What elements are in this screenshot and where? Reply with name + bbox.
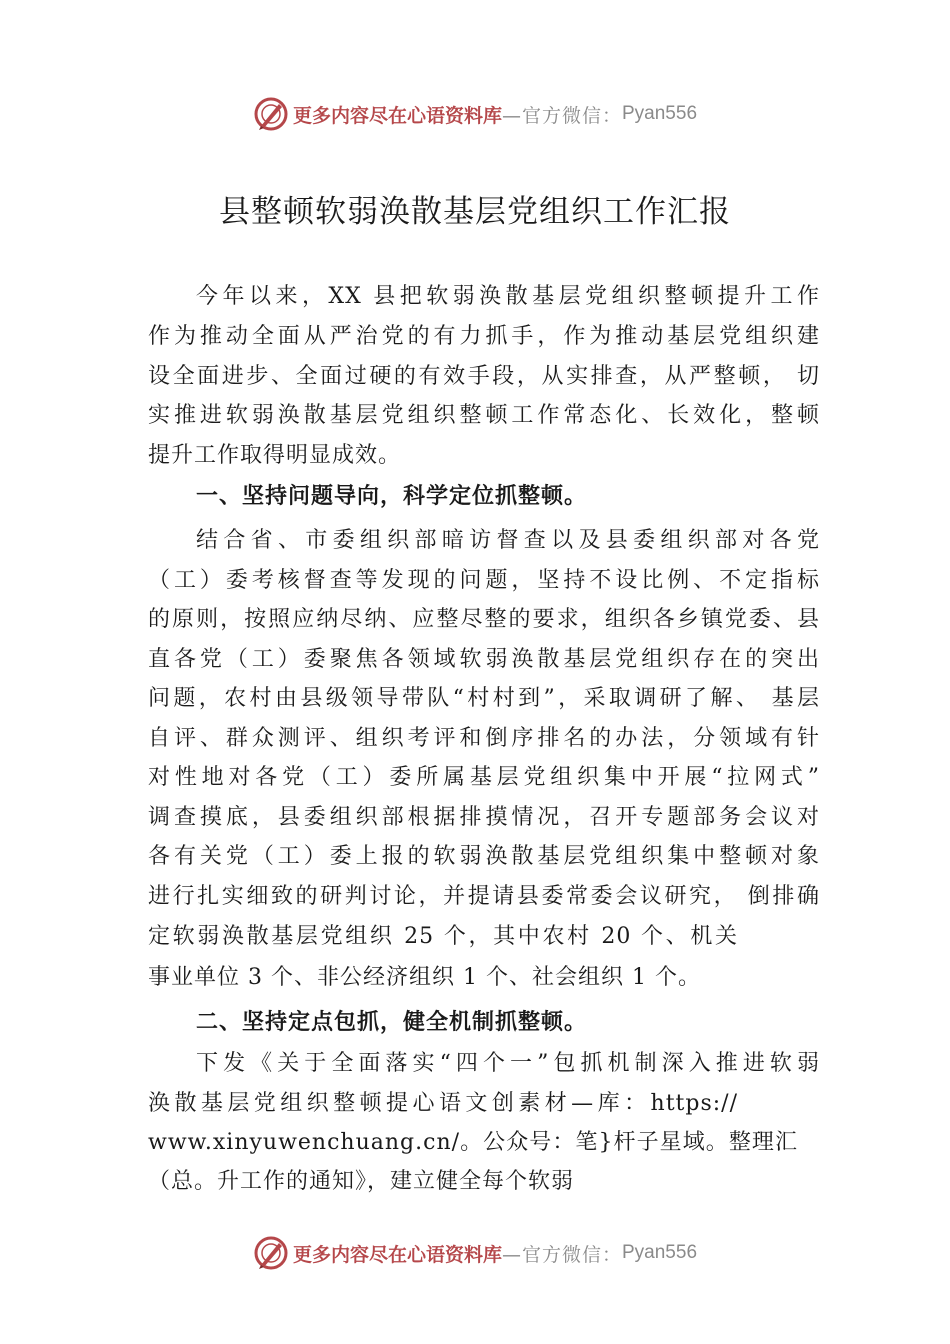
banner-red-text: 更多内容尽在心语资料库 <box>292 104 502 127</box>
paragraph-line: 结合省、市委组织部暗访督查以及县委组织部对各党 <box>196 528 820 553</box>
banner-gray-text: —官方微信： <box>501 104 622 127</box>
paragraph-line: （总。升工作的通知》，建立健全每个软弱 <box>148 1169 575 1194</box>
top-banner <box>0 94 950 134</box>
paragraph-line: 提升工作取得明显成效。 <box>148 443 402 468</box>
section-heading: 一、坚持问题导向，科学定位抓整顿。 <box>196 484 588 509</box>
paragraph-line: 问题，农村由县级领导带队“村村到”，采取调研了解、 基层 <box>148 686 820 711</box>
paragraph-line: 直各党（工）委聚焦各领域软弱涣散基层党组织存在的突出 <box>148 647 820 672</box>
section-heading: 二、坚持定点包抓，健全机制抓整顿。 <box>196 1010 588 1035</box>
banner-wechat-id: Pyan556 <box>622 1242 698 1263</box>
bottom-banner <box>0 1233 950 1273</box>
paragraph-line: 实推进软弱涣散基层党组织整顿工作常态化、长效化，整顿 <box>148 403 820 428</box>
paragraph-line: 调查摸底，县委组织部根据排摸情况，召开专题部务会议对 <box>148 805 820 830</box>
paragraph-line: 事业单位 3 个、非公经济组织 1 个、社会组织 1 个。 <box>148 965 701 990</box>
pen-logo-icon <box>253 96 289 132</box>
paragraph-line: 的原则，按照应纳尽纳、应整尽整的要求，组织各乡镇党委、县 <box>148 607 820 632</box>
paragraph-line: 进行扎实细致的研判讨论，并提请县委常委会议研究， 倒排确 <box>148 884 820 909</box>
paragraph-line: 定软弱涣散基层党组织 25 个，其中农村 20 个、机关 <box>148 924 738 949</box>
pen-logo-icon <box>253 1235 289 1271</box>
paragraph-line: 设全面进步、全面过硬的有效手段，从实排查，从严整顿， 切 <box>148 364 820 389</box>
document-title: 县整顿软弱涣散基层党组织工作汇报 <box>219 194 731 230</box>
paragraph-line: 自评、群众测评、组织考评和倒序排名的办法，分领域有针 <box>148 726 820 751</box>
paragraph-line: 今年以来，XX 县把软弱涣散基层党组织整顿提升工作 <box>196 284 820 309</box>
paragraph-line: 各有关党（工）委上报的软弱涣散基层党组织集中整顿对象 <box>148 844 820 869</box>
paragraph-line: www.xinyuwenchuang.cn/。公众号：笔}杆子星域。整理汇 <box>148 1130 798 1155</box>
paragraph-line: （工）委考核督查等发现的问题，坚持不设比例、不定指标 <box>148 568 820 593</box>
paragraph-line: 涣散基层党组织整顿提心语文创素材—库：https:// <box>148 1091 738 1116</box>
paragraph-line: 作为推动全面从严治党的有力抓手，作为推动基层党组织建 <box>148 324 820 349</box>
banner-red-text: 更多内容尽在心语资料库 <box>292 1243 502 1266</box>
banner-wechat-id: Pyan556 <box>622 103 698 124</box>
paragraph-line: 对性地对各党（工）委所属基层党组织集中开展“拉网式” <box>148 765 820 790</box>
paragraph-line: 下发《关于全面落实“四个一”包抓机制深入推进软弱 <box>196 1051 820 1076</box>
banner-gray-text: —官方微信： <box>501 1243 622 1266</box>
